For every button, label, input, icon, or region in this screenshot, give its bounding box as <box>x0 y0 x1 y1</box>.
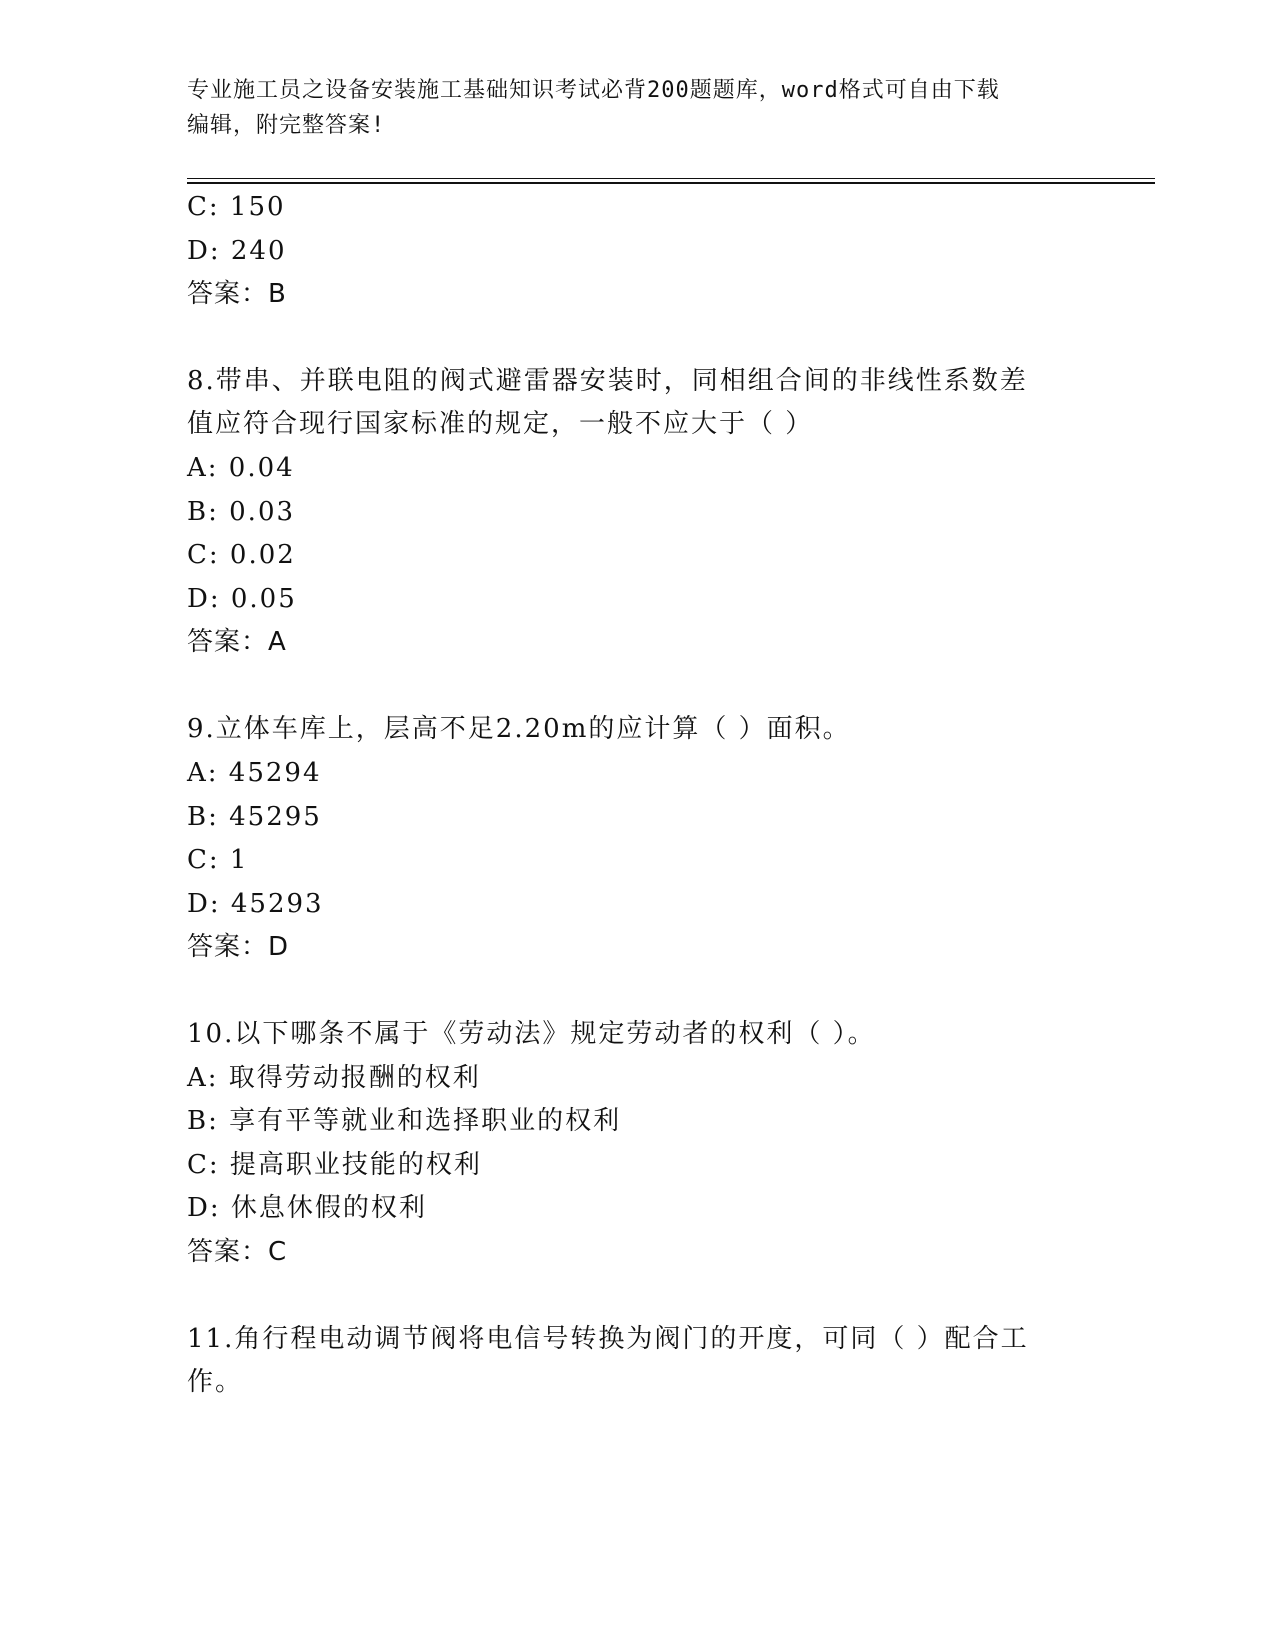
question-9-option-a: A: 45294 <box>187 758 322 788</box>
option-c: C: 150 <box>187 192 286 222</box>
question-10-option-b: B: 享有平等就业和选择职业的权利 <box>187 1106 622 1136</box>
question-8-option-b: B: 0.03 <box>187 497 296 527</box>
question-9-answer: 答案：D <box>187 932 290 962</box>
page-header <box>187 73 1087 143</box>
question-11-stem-1: 11.角行程电动调节阀将电信号转换为阀门的开度，可同（ ）配合工 <box>187 1324 1029 1354</box>
question-9-option-c: C: 1 <box>187 845 249 875</box>
question-8-stem-2: 值应符合现行国家标准的规定，一般不应大于（ ） <box>187 409 814 439</box>
question-10-option-c: C: 提高职业技能的权利 <box>187 1150 482 1180</box>
option-d: D: 240 <box>187 236 287 266</box>
question-8-option-c: C: 0.02 <box>187 540 296 570</box>
header-line-2: 编辑，附完整答案! <box>187 113 386 138</box>
question-9-option-b: B: 45295 <box>187 802 322 832</box>
question-9-option-d: D: 45293 <box>187 889 324 919</box>
question-11-stem-2: 作。 <box>187 1367 244 1397</box>
question-9-stem-1: 9.立体车库上，层高不足2.20m的应计算（ ）面积。 <box>187 714 851 744</box>
question-10-option-a: A: 取得劳动报酬的权利 <box>187 1063 481 1093</box>
answer-line: 答案：B <box>187 279 287 309</box>
question-10-stem-1: 10.以下哪条不属于《劳动法》规定劳动者的权利（ ）。 <box>187 1019 876 1049</box>
question-8-option-d: D: 0.05 <box>187 584 297 614</box>
question-10-answer: 答案：C <box>187 1237 288 1267</box>
header-line-1: 专业施工员之设备安装施工基础知识考试必背200题题库，word格式可自由下载 <box>187 78 1000 103</box>
question-8-stem-1: 8.带串、并联电阻的阀式避雷器安装时，同相组合间的非线性系数差 <box>187 366 1028 396</box>
header-divider-thin <box>187 178 1155 179</box>
question-8-answer: 答案：A <box>187 627 287 657</box>
question-10-option-d: D: 休息休假的权利 <box>187 1193 427 1223</box>
header-divider-thick <box>187 182 1155 184</box>
question-8-option-a: A: 0.04 <box>187 453 295 483</box>
